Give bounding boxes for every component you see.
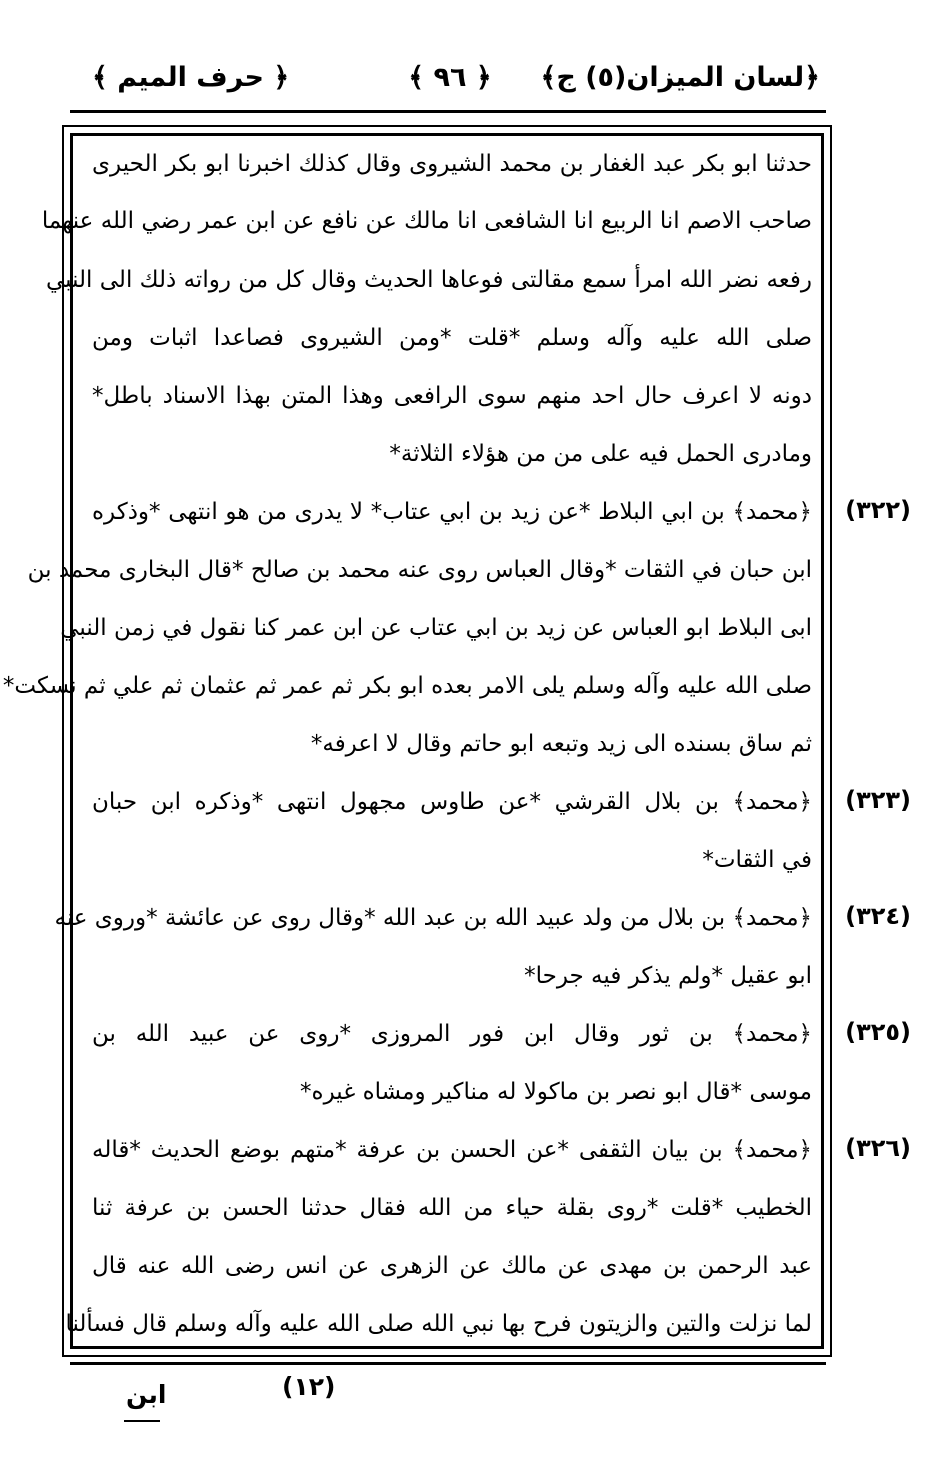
entry-number: (٣٢٦) bbox=[845, 1134, 911, 1162]
entry-number: (٣٢٢) bbox=[845, 496, 911, 524]
text-line: ثم ساق بسنده الى زيد وتبعه ابو حاتم وقال لا اعرفه* bbox=[310, 731, 812, 757]
entry-number: (٣٢٥) bbox=[845, 1018, 911, 1046]
text-line: ابى البلاط ابو العباس عن زيد بن ابي عتاب عن ابن عمر كنا نقول في زمن النبي bbox=[60, 615, 812, 641]
text-line: موسى *قال ابو نصر بن ماكولا له مناكير ومشاه غيره* bbox=[300, 1079, 812, 1105]
text-line: رفعه نضر الله امرأ سمع مقالتى فوعاها الحديث وقال كل من رواته ذلك الى النبي bbox=[46, 267, 812, 293]
body-text bbox=[2, 0, 822, 1482]
entry-number: (٣٢٤) bbox=[845, 902, 911, 930]
text-line: دونه لا اعرف حال احد منهم سوى الرافعى وهذا المتن بهذا الاسناد باطل* bbox=[92, 383, 812, 409]
text-line: حدثنا ابو بكر عبد الغفار بن محمد الشيروى وقال كذلك اخبرنا ابو بكر الحيرى bbox=[92, 151, 812, 177]
text-line: في الثقات* bbox=[702, 847, 812, 873]
text-line: ﴿محمد﴾ بن ابي البلاط *عن زيد بن ابي عتاب* لا يدرى من هو انتهى *وذكره bbox=[92, 499, 812, 525]
text-line: ﴿محمد﴾ بن ثور وقال ابن فور المروزى *روى عن عبيد الله بن bbox=[92, 1021, 812, 1047]
text-line: صلى الله عليه وآله وسلم *قلت *ومن الشيروى فصاعدا اثبات ومن bbox=[92, 325, 812, 351]
header-chapter: ﴿ حرف الميم ﴾ bbox=[92, 62, 290, 93]
text-line: عبد الرحمن بن مهدى عن مالك عن الزهرى عن انس رضى الله عنه قال bbox=[92, 1253, 812, 1279]
text-line: ابو عقيل *ولم يذكر فيه جرحا* bbox=[524, 963, 812, 989]
text-line: ومادرى الحمل فيه على من من هؤلاء الثلاثة* bbox=[389, 441, 812, 467]
text-line: الخطيب *قلت *روى بقلة حياء من الله فقال حدثنا الحسن بن عرفة ثنا bbox=[92, 1195, 812, 1221]
text-line: صاحب الاصم انا الربيع انا الشافعى انا مالك عن نافع عن ابن عمر رضي الله عنهما bbox=[41, 208, 812, 234]
catchword-rule bbox=[124, 1420, 160, 1422]
header-book-title: ﴿لسان الميزان(٥) ج﴾ bbox=[540, 62, 820, 93]
text-line: ﴿محمد﴾ بن بيان الثقفى *عن الحسن بن عرفة *متهم بوضع الحديث *قاله bbox=[92, 1137, 812, 1163]
entry-number: (٣٢٣) bbox=[845, 786, 911, 814]
text-line: ﴿محمد﴾ بن بلال من ولد عبيد الله بن عبد الله *وقال روى عن عائشة *وروى عنه bbox=[54, 905, 812, 931]
catchword: ابن bbox=[126, 1380, 167, 1409]
footer-rule bbox=[70, 1362, 826, 1365]
header-page-number: ﴿ ٩٦ ﴾ bbox=[408, 62, 492, 93]
text-line: لما نزلت والتين والزيتون فرح بها نبي الله صلى الله عليه وآله وسلم قال فسألنا bbox=[65, 1311, 812, 1337]
text-line: ﴿محمد﴾ بن بلال القرشي *عن طاوس مجهول انتهى *وذكره ابن حبان bbox=[92, 789, 812, 815]
text-line: صلى الله عليه وآله وسلم يلى الامر بعده ابو بكر ثم عمر ثم عثمان ثم علي ثم نسكت* bbox=[2, 673, 812, 699]
signature-mark: (١٢) bbox=[282, 1372, 336, 1401]
text-line: ابن حبان في الثقات *وقال العباس روى عنه محمد بن صالح *قال البخارى محمد بن bbox=[27, 557, 812, 583]
